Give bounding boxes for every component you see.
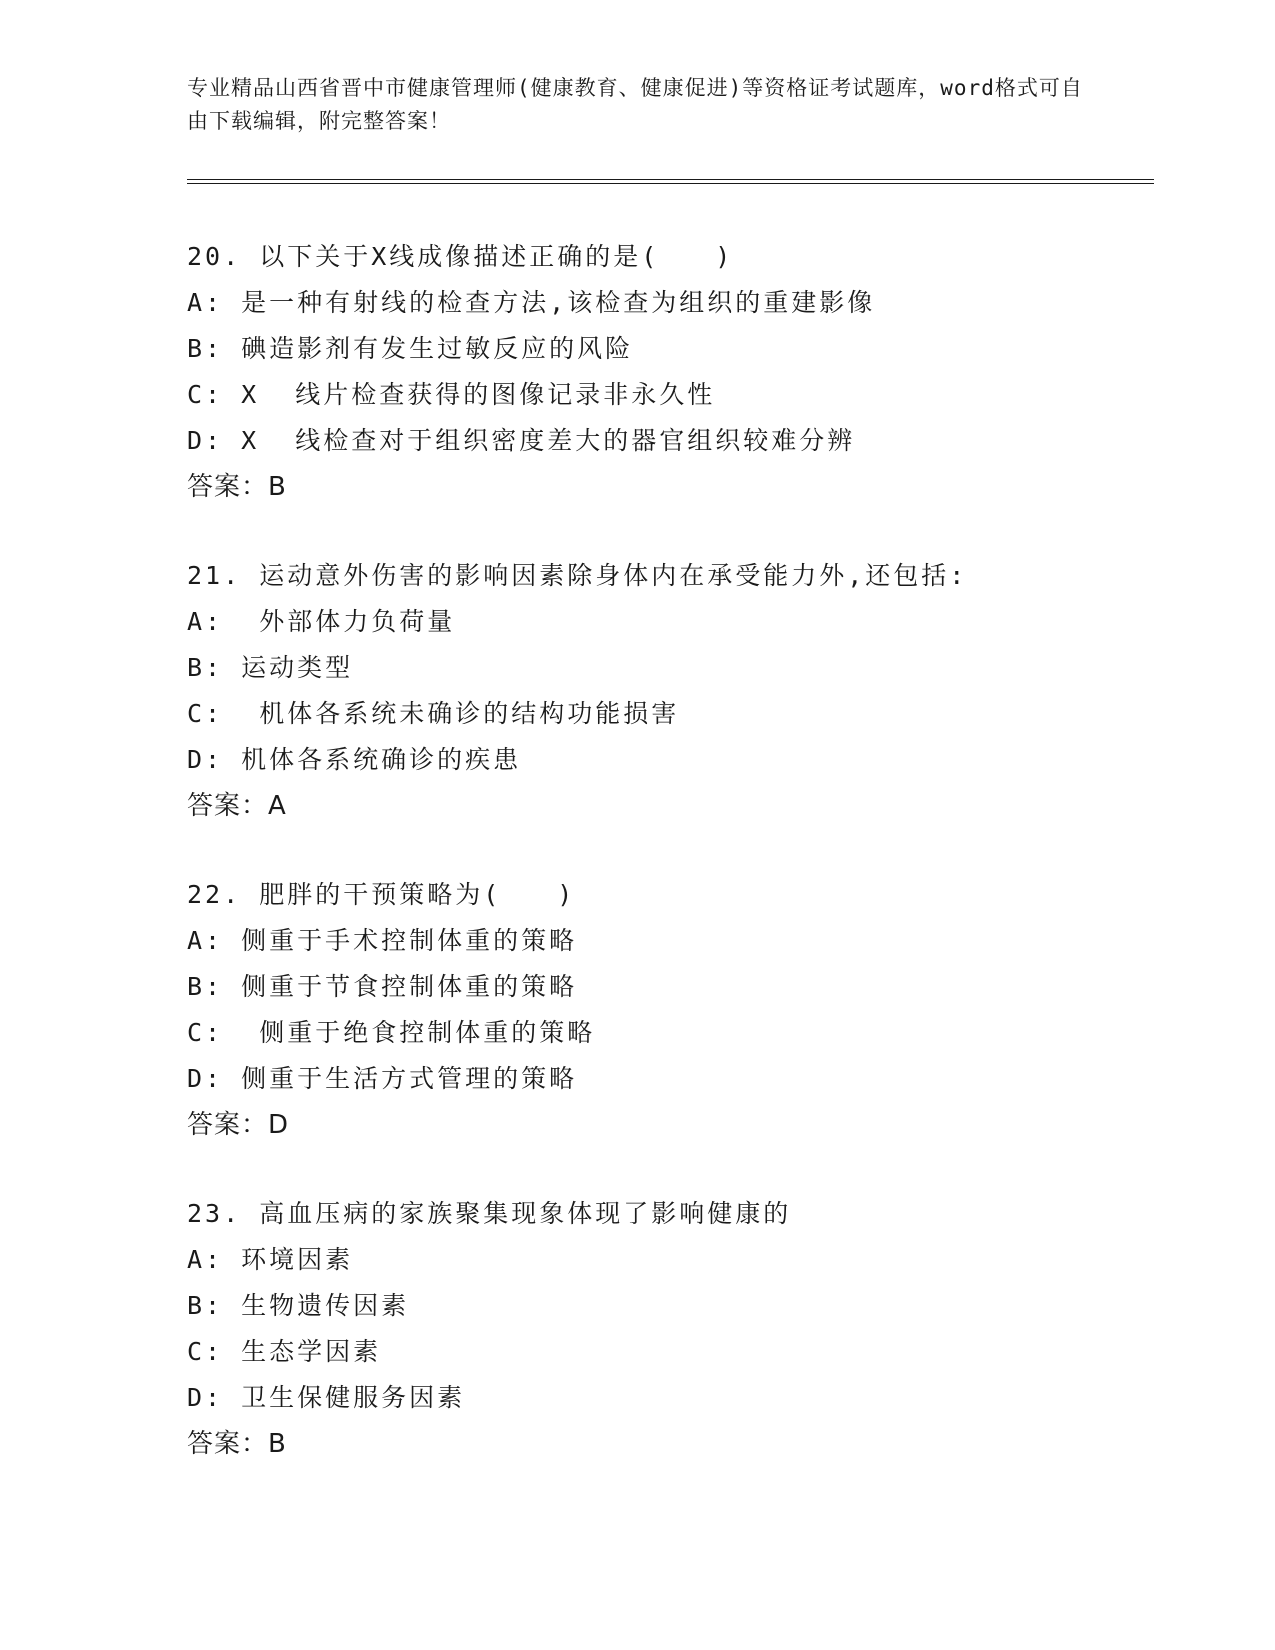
question-stem: 23. 高血压病的家族聚集现象体现了影响健康的: [187, 1199, 792, 1228]
option-a: A: 外部体力负荷量: [187, 607, 456, 636]
option-d: D: 机体各系统确诊的疾患: [187, 745, 522, 774]
question-23: [187, 1191, 1147, 1467]
option-d: D: 侧重于生活方式管理的策略: [187, 1064, 578, 1093]
answer-line: 答案：B: [187, 1429, 287, 1459]
question-stem: 20. 以下关于X线成像描述正确的是( ): [187, 242, 734, 271]
option-d: D: 卫生保健服务因素: [187, 1383, 466, 1412]
answer-line: 答案：B: [187, 472, 287, 502]
option-b: B: 侧重于节食控制体重的策略: [187, 972, 578, 1001]
option-b: B: 碘造影剂有发生过敏反应的风险: [187, 334, 634, 363]
answer-line: 答案：D: [187, 1110, 290, 1140]
question-22: [187, 872, 1147, 1148]
header-divider-bottom: [187, 183, 1154, 184]
option-b: B: 生物遗传因素: [187, 1291, 410, 1320]
option-a: A: 侧重于手术控制体重的策略: [187, 926, 578, 955]
option-c: C: 机体各系统未确诊的结构功能损害: [187, 699, 680, 728]
question-21: [187, 553, 1147, 829]
header-divider-top: [187, 179, 1154, 180]
option-a: A: 环境因素: [187, 1245, 354, 1274]
option-a: A: 是一种有射线的检查方法,该检查为组织的重建影像: [187, 288, 876, 317]
option-c: C: 生态学因素: [187, 1337, 382, 1366]
option-c: C: 侧重于绝食控制体重的策略: [187, 1018, 596, 1047]
answer-line: 答案：A: [187, 791, 287, 821]
option-d: D: X 线检查对于组织密度差大的器官组织较难分辨: [187, 426, 856, 455]
option-c: C: X 线片检查获得的图像记录非永久性: [187, 380, 716, 409]
document-header: 专业精品山西省晋中市健康管理师(健康教育、健康促进)等资格证考试题库，word格式可自由下载编辑，附完整答案！: [187, 76, 1083, 133]
question-stem: 21. 运动意外伤害的影响因素除身体内在承受能力外,还包括:: [187, 561, 968, 590]
question-stem: 22. 肥胖的干预策略为( ): [187, 880, 576, 909]
question-20: [187, 234, 1147, 510]
option-b: B: 运动类型: [187, 653, 354, 682]
